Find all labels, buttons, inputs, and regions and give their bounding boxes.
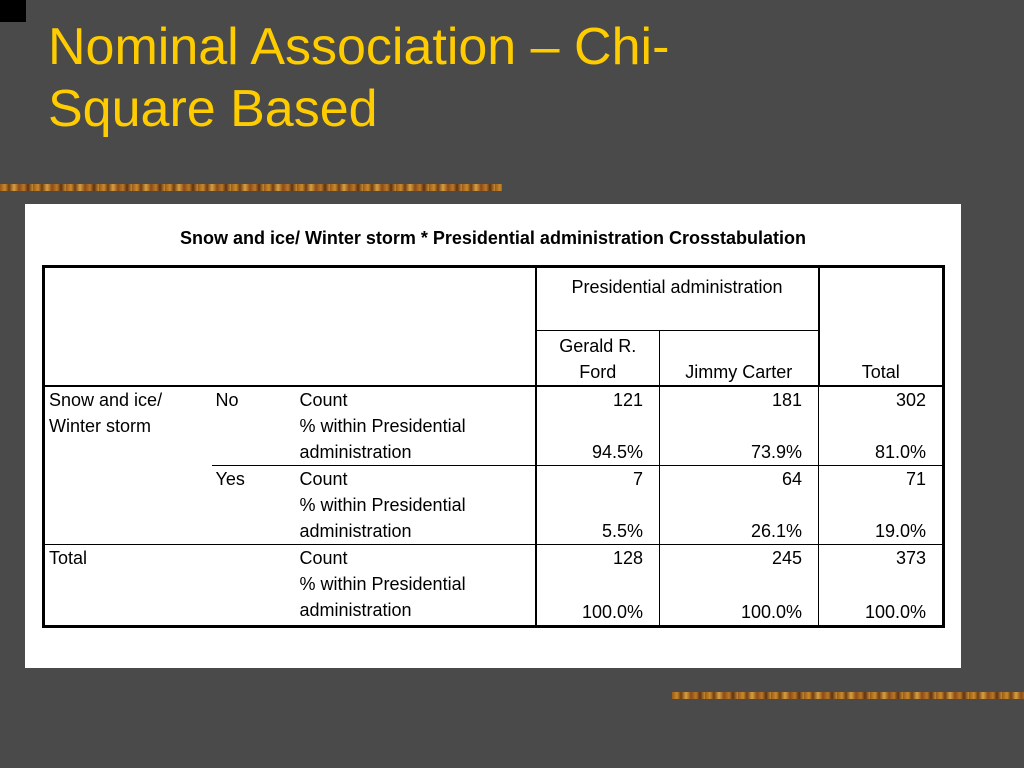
cell-value: 64 (660, 466, 819, 493)
crosstab-panel (25, 204, 961, 668)
decorative-rule-bottom (672, 692, 1024, 699)
stat-label: % within Presidential administration (299, 416, 466, 462)
header-total: Total (819, 267, 944, 387)
cell-value: 71 (819, 466, 944, 493)
stat-label: Count (296, 545, 536, 572)
cell-value: 181 (660, 386, 819, 413)
corner-mark (0, 0, 26, 22)
header-empty-cell (44, 267, 536, 387)
cell-value: 94.5% (536, 413, 660, 466)
row-variable-label: Snow and ice/ Winter storm (49, 390, 163, 436)
cell-value: 19.0% (819, 492, 944, 545)
cell-value: 81.0% (819, 413, 944, 466)
row-category-yes: Yes (212, 466, 296, 545)
cell-value: 302 (819, 386, 944, 413)
cell-value: 26.1% (660, 492, 819, 545)
stat-label: Count (296, 466, 536, 493)
decorative-rule-top (0, 184, 502, 191)
cell-value: 5.5% (536, 492, 660, 545)
row-total-label: Total (44, 545, 296, 627)
cell-value: 73.9% (660, 413, 819, 466)
crosstab-caption: Snow and ice/ Winter storm * Presidential administration Crosstabulation (180, 228, 806, 248)
cell-value: 373 (819, 545, 944, 572)
crosstab-table (42, 265, 945, 628)
stat-label: % within Presidential administration (299, 495, 466, 541)
stat-label: % within Presidential administration (299, 574, 466, 620)
cell-value: 100.0% (660, 571, 819, 627)
header-row-group (44, 267, 944, 331)
header-col-carter: Jimmy Carter (660, 331, 819, 387)
slide-title: Nominal Association – Chi- Square Based (48, 18, 670, 138)
cell-value: 100.0% (536, 571, 660, 627)
row-category-no: No (215, 390, 239, 410)
cell-value: 7 (536, 466, 660, 493)
cell-value: 245 (660, 545, 819, 572)
header-group-label: Presidential administration (536, 267, 819, 331)
table-row (44, 545, 944, 572)
cell-value: 100.0% (819, 571, 944, 627)
table-row (44, 386, 944, 413)
cell-value: 121 (536, 386, 660, 413)
header-col-ford: Gerald R. Ford (536, 331, 660, 387)
cell-value: 128 (536, 545, 660, 572)
stat-label: Count (299, 390, 348, 410)
